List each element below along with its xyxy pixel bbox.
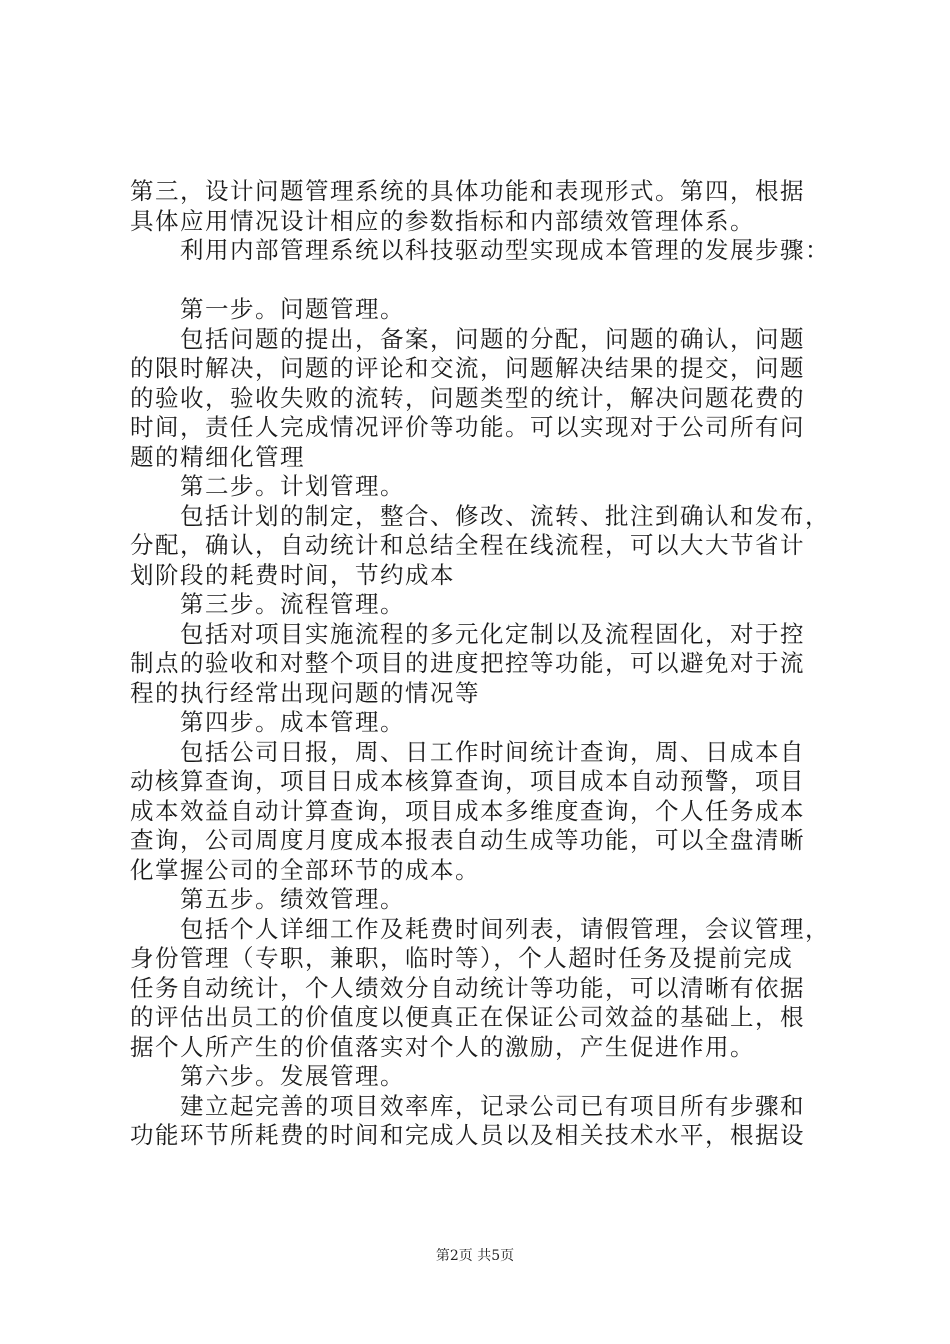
page-number: 第2页 共5页 — [435, 1248, 515, 1264]
section-heading: 第二步。计划管理。 — [180, 472, 405, 500]
section-heading: 第三步。流程管理。 — [180, 590, 405, 618]
body-line: 动核算查询，项目日成本核算查询，项目成本自动预警，项目 — [130, 767, 805, 795]
body-line: 包括对项目实施流程的多元化定制以及流程固化，对于控 — [180, 619, 805, 648]
section-heading: 第一步。问题管理。 — [180, 295, 405, 323]
body-line: 时间，责任人完成情况评价等功能。可以实现对于公司所有问 — [130, 413, 805, 441]
page-footer — [0, 1245, 950, 1265]
blank-line — [130, 266, 830, 296]
body-line: 程的执行经常出现问题的情况等 — [130, 678, 480, 707]
body-line: 包括问题的提出，备案，问题的分配，问题的确认，问题 — [180, 324, 805, 353]
body-line: 第三，设计问题管理系统的具体功能和表现形式。第四，根据 — [130, 177, 805, 205]
document-body — [130, 177, 830, 1151]
body-line: 利用内部管理系统以科技驱动型实现成本管理的发展步骤： — [180, 236, 830, 264]
body-line: 化掌握公司的全部环节的成本。 — [130, 855, 480, 884]
body-line: 成本效益自动计算查询，项目成本多维度查询，个人任务成本 — [130, 796, 805, 825]
body-line: 具体应用情况设计相应的参数指标和内部绩效管理体系。 — [130, 206, 755, 235]
body-line: 的验收，验收失败的流转，问题类型的统计，解决问题花费的 — [130, 383, 805, 412]
section-heading: 第四步。成本管理。 — [180, 708, 405, 736]
body-line: 分配，确认，自动统计和总结全程在线流程，可以大大节省计 — [130, 531, 805, 559]
body-line: 的评估出员工的价值度以便真正在保证公司效益的基础上，根 — [130, 1003, 805, 1031]
body-line: 的限时解决，问题的评论和交流，问题解决结果的提交，问题 — [130, 354, 805, 382]
body-line: 包括公司日报，周、日工作时间统计查询，周、日成本自 — [180, 737, 805, 766]
body-line: 制点的验收和对整个项目的进度把控等功能，可以避免对于流 — [130, 649, 805, 677]
body-line: 包括个人详细工作及耗费时间列表，请假管理，会议管理， — [180, 914, 830, 943]
body-line: 划阶段的耗费时间，节约成本 — [130, 560, 455, 589]
body-line: 身份管理（专职，兼职，临时等），个人超时任务及提前完成 — [130, 944, 794, 972]
body-line: 任务自动统计，个人绩效分自动统计等功能，可以清晰有依据 — [130, 973, 805, 1002]
body-line: 查询，公司周度月度成本报表自动生成等功能，可以全盘清晰 — [130, 826, 805, 854]
section-heading: 第五步。绩效管理。 — [180, 885, 405, 913]
body-line: 建立起完善的项目效率库，记录公司已有项目所有步骤和 — [180, 1091, 805, 1120]
section-heading: 第六步。发展管理。 — [180, 1062, 405, 1090]
body-line: 题的精细化管理 — [130, 442, 305, 471]
body-line: 包括计划的制定，整合、修改、流转、批注到确认和发布， — [180, 501, 830, 530]
body-line: 功能环节所耗费的时间和完成人员以及相关技术水平，根据设 — [130, 1121, 805, 1149]
body-line: 据个人所产生的价值落实对个人的激励，产生促进作用。 — [130, 1032, 755, 1061]
